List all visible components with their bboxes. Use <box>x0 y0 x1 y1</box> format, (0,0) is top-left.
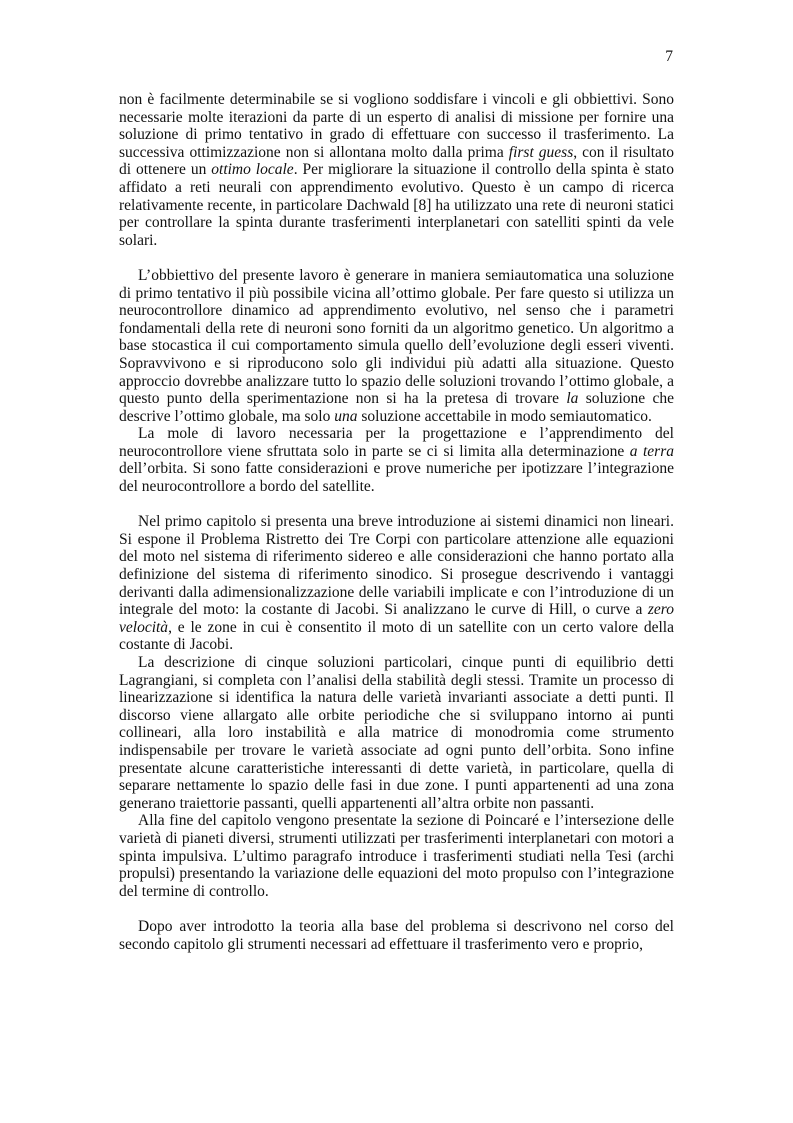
paragraph <box>119 267 674 425</box>
page-number: 7 <box>665 48 673 65</box>
paragraph <box>119 513 674 654</box>
text-run: soluzione accettabile in modo semiautomatico. <box>357 407 652 425</box>
paragraph <box>119 812 674 900</box>
text-run: Nel primo capitolo si presenta una breve introduzione ai sistemi dinamici non lineari. Si espone il Problema Ristretto dei Tre Corpi con particolare attenzione alle equazioni del moto nel sistema di riferimento sidereo e alle considerazioni che hanno portato alla definizione del sistema di riferimento sinodico. Si prosegue descrivendo i vantaggi derivanti dalla adimensionalizzazione delle variabili implicate e con l’introduzione di un integrale del moto: la costante di Jacobi. Si analizzano le curve di Hill, o curve a <box>119 513 674 619</box>
italic-text: a terra <box>629 442 674 460</box>
italic-text: una <box>334 407 358 425</box>
text-run: La mole di lavoro necessaria per la progettazione e l’apprendimento del neurocontrollore viene sfruttata solo in parte se ci si limita alla determinazione <box>119 425 674 460</box>
italic-text: la <box>566 390 579 408</box>
text-run: , e le zone in cui è consentito il moto di un satellite con un certo valore della costante di Jacobi. <box>119 618 674 654</box>
paragraph <box>119 654 674 812</box>
text-run: dell’orbita. Si sono fatte considerazioni e prove numeriche per ipotizzare l’integrazione del neurocontrollore a bordo del satellite. <box>119 460 674 496</box>
text-run: Dopo aver introdotto la teoria alla base del problema si descrivono nel corso del secondo capitolo gli strumenti necessari ad effettuare il trasferimento vero e proprio, <box>119 917 674 953</box>
text-run: Alla fine del capitolo vengono presentate la sezione di Poincaré e l’intersezione delle varietà di pianeti diversi, strumenti utilizzati per trasferimenti interplanetari con motori a spinta impulsiva. L’ultimo paragrafo introduce i trasferimenti studiati nella Tesi (archi propulsi) presentando la variazione delle equazioni del moto propulso con l’integrazione del termine di controllo. <box>119 812 674 900</box>
text-run: . Per migliorare la situazione il controllo della spinta è stato affidato a reti neurali con apprendimento evolutivo. Questo è un campo di ricerca relativamente recente, in particolare Dachwald [8] ha utilizzato una rete di neuroni statici per controllare la spinta durante trasferimenti interplanetari con satelliti spinti da vele solari. <box>119 161 674 249</box>
text-run: , con il risultato di ottenere un <box>119 143 674 179</box>
text-run: L’obbiettivo del presente lavoro è generare in maniera semiautomatica una soluzione di primo tentativo il più possibile vicina all’ottimo globale. Per fare questo si utilizza un neurocontrollore dinamico ad apprendimento evolutivo, nel senso che i parametri fondamentali della rete di neuroni sono forniti da un algoritmo genetico. Un algoritmo a base stocastica il cui comportamento simula quello dell’evoluzione degli esseri viventi. Sopravvivono e si riproducono solo gli individui più adatti alla situazione. Questo approccio dovrebbe analizzare tutto lo spazio delle soluzioni trovando l’ottimo globale, a questo punto della sperimentazione non si ha la pretesa di trovare <box>119 266 674 408</box>
italic-text: ottimo locale <box>211 161 294 179</box>
text-run: non è facilmente determinabile se si vogliono soddisfare i vincoli e gli obbiettivi. Sono necessarie molte iterazioni da parte di un esperto di analisi di missione per fornire una soluzione di primo tentativo in grado di effettuare con successo il trasferimento. La successiva ottimizzazione non si allontana molto dalla prima <box>119 91 674 161</box>
text-run: La descrizione di cinque soluzioni particolari, cinque punti di equilibrio detti Lagrangiani, si completa con l’analisi della stabilità degli stessi. Tramite un processo di linearizzazione si identifica la natura delle varietà invarianti associate a detti punti. Il discorso viene allargato alle orbite periodiche che si sviluppano intorno ai punti collineari, alla loro instabilità e alla matrice di monodromia come strumento indispensabile per trovare le varietà associate ad ogni punto dell’orbita. Sono infine presentate alcune caratteristiche interessanti di dette varietà, in particolare, quella di separare nettamente lo spazio delle fasi in due zone. I punti appartenenti ad una zona generano traiettorie passanti, quelli appartenenti all’altra orbite non passanti. <box>119 654 674 812</box>
paragraph <box>119 425 674 495</box>
paragraph <box>119 918 674 953</box>
italic-text: zero velocità <box>119 601 674 636</box>
text-run: soluzione che descrive l’ottimo globale, ma solo <box>119 390 674 425</box>
italic-text: first guess <box>508 143 574 161</box>
document-body <box>119 91 674 953</box>
paragraph <box>119 91 674 249</box>
